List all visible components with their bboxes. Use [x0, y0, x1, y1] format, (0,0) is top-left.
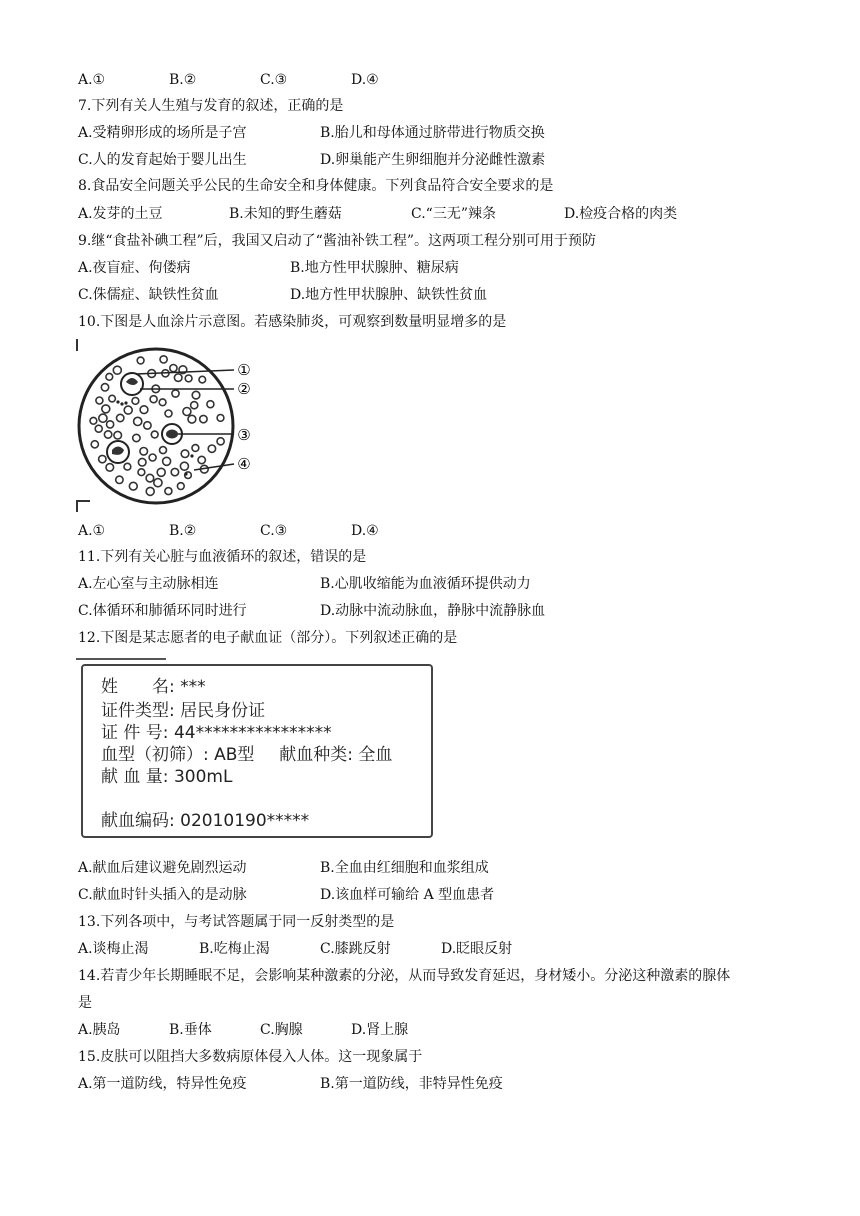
q15-stem: 15.皮肤可以阻挡大多数病原体侵入人体。这一现象属于 [78, 1049, 423, 1065]
q10-option-d: D.④ [351, 523, 379, 539]
card-blood-type-label: 血型（初筛）: [101, 745, 209, 765]
figure-label-3: ③ [237, 426, 251, 444]
q12-option-b: B.全血由红细胞和血浆组成 [320, 860, 489, 876]
card-code-value: 02010190***** [180, 811, 310, 831]
q13-option-c: C.膝跳反射 [320, 941, 391, 957]
card-id-number-label: 证 件 号: [101, 723, 169, 743]
card-name-value: *** [180, 677, 206, 697]
q7-stem: 7.下列有关人生殖与发育的叙述，正确的是 [78, 98, 344, 114]
q11-stem: 11.下列有关心脏与血液循环的叙述，错误的是 [78, 549, 367, 565]
figure-label-2: ② [237, 380, 251, 398]
q6-option-a: A.① [78, 72, 106, 88]
card-crop-edge [76, 652, 166, 660]
q14-option-d: D.肾上腺 [351, 1022, 409, 1038]
q8-option-b: B.未知的野生蘑菇 [229, 206, 342, 222]
q10-option-c: C.③ [260, 523, 288, 539]
figure-crop-mark-bottom [76, 500, 90, 512]
q15-option-b: B.第一道防线，非特异性免疫 [320, 1076, 503, 1092]
white-blood-cell-1 [121, 373, 143, 395]
q14-option-c: C.胸腺 [260, 1022, 303, 1038]
card-donation-type-label: 献血种类: [279, 745, 353, 765]
q11-option-b: B.心肌收缩能为血液循环提供动力 [320, 576, 531, 592]
card-id-number-value: 44**************** [173, 723, 332, 743]
q9-stem: 9.继“食盐补碘工程”后，我国又启动了“酱油补铁工程”。这两项工程分别可用于预防 [78, 233, 596, 249]
blood-donation-certificate [81, 664, 433, 838]
q8-option-d: D.检疫合格的肉类 [564, 206, 678, 222]
q8-stem: 8.食品安全问题关乎公民的生命安全和身体健康。下列食品符合安全要求的是 [78, 178, 554, 194]
q13-option-b: B.吃梅止渴 [199, 941, 270, 957]
q12-option-a: A.献血后建议避免剧烈运动 [78, 860, 247, 876]
q10-option-b: B.② [169, 523, 197, 539]
card-volume-label: 献 血 量: [101, 767, 169, 787]
q9-option-b: B.地方性甲状腺肿、糖尿病 [290, 260, 459, 276]
card-donation-type-value: 全血 [358, 745, 393, 765]
q9-option-d: D.地方性甲状腺肿、缺铁性贫血 [290, 287, 488, 303]
card-volume-value: 300mL [173, 767, 233, 787]
q7-option-a: A.受精卵形成的场所是子宫 [78, 125, 247, 141]
q12-option-d: D.该血样可输给 A 型血患者 [320, 887, 495, 903]
q6-option-b: B.② [169, 72, 197, 88]
q6-option-d: D.④ [351, 72, 379, 88]
q12-option-c: C.献血时针头插入的是动脉 [78, 887, 247, 903]
q13-stem: 13.下列各项中，与考试答题属于同一反射类型的是 [78, 914, 395, 930]
q11-option-c: C.体循环和肺循环同时进行 [78, 603, 247, 619]
q11-option-d: D.动脉中流动脉血，静脉中流静脉血 [320, 603, 546, 619]
q10-stem: 10.下图是人血涂片示意图。若感染肺炎，可观察到数量明显增多的是 [78, 314, 507, 330]
q9-option-a: A.夜盲症、佝偻病 [78, 260, 191, 276]
q14-option-b: B.垂体 [169, 1022, 212, 1038]
figure-label-1: ① [237, 361, 251, 379]
blood-smear-figure [74, 344, 274, 516]
q15-option-a: A.第一道防线，特异性免疫 [78, 1076, 247, 1092]
q14-stem: 14.若青少年长期睡眠不足，会影响某种激素的分泌，从而导致发育延迟，身材矮小。分泌这种激素的腺体 [78, 968, 731, 984]
q13-option-d: D.眨眼反射 [441, 941, 513, 957]
card-blood-type-value: AB型 [214, 745, 255, 765]
card-id-type-label: 证件类型: [101, 701, 175, 721]
q7-option-c: C.人的发育起始于婴儿出生 [78, 152, 247, 168]
q14-stem-continued: 是 [78, 995, 92, 1011]
q6-option-c: C.③ [260, 72, 288, 88]
card-id-type-value: 居民身份证 [180, 701, 266, 721]
white-blood-cell-3 [107, 441, 129, 463]
q7-option-b: B.胎儿和母体通过脐带进行物质交换 [320, 125, 545, 141]
q9-option-c: C.侏儒症、缺铁性贫血 [78, 287, 219, 303]
q14-option-a: A.胰岛 [78, 1022, 121, 1038]
q11-option-a: A.左心室与主动脉相连 [78, 576, 219, 592]
q10-option-a: A.① [78, 523, 106, 539]
q8-option-a: A.发芽的土豆 [78, 206, 163, 222]
q8-option-c: C.“三无”辣条 [411, 206, 496, 222]
card-name-label: 姓 名: [101, 677, 175, 697]
q7-option-d: D.卵巢能产生卵细胞并分泌雌性激素 [320, 152, 546, 168]
q12-stem: 12.下图是某志愿者的电子献血证（部分）。下列叙述正确的是 [78, 630, 458, 646]
figure-label-4: ④ [237, 455, 251, 473]
card-code-label: 献血编码: [101, 811, 175, 831]
q13-option-a: A.谈梅止渴 [78, 941, 149, 957]
